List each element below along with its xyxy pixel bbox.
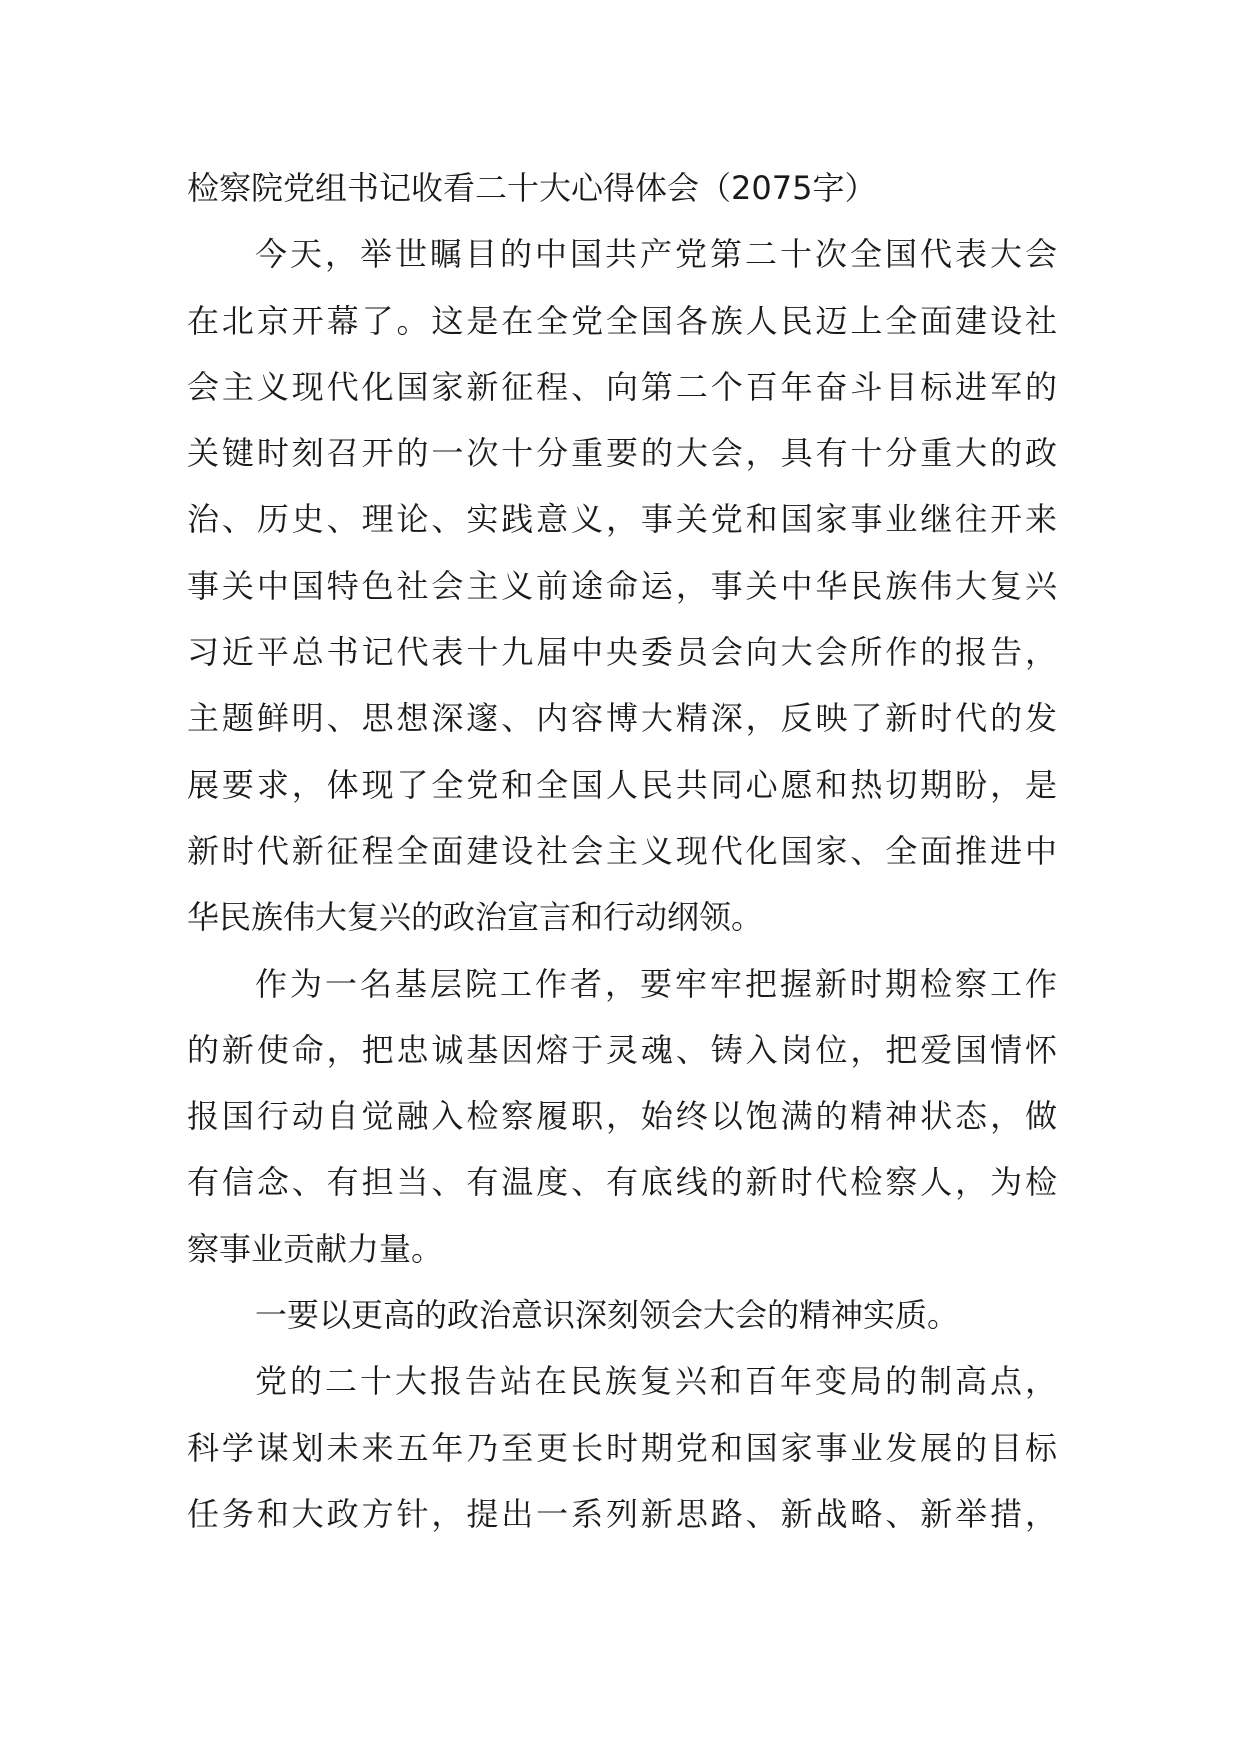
paragraph-line: 事关中国特色社会主义前途命运，事关中华民族伟大复兴 xyxy=(187,566,1057,605)
paragraph-line: 主题鲜明、思想深邃、内容博大精深，反映了新时代的发 xyxy=(187,699,1057,738)
document-title: 检察院党组书记收看二十大心得体会（2075字） xyxy=(187,169,877,207)
paragraph-line: 展要求，体现了全党和全国人民共同心愿和热切期盼，是 xyxy=(187,765,1057,804)
paragraph-line: 习近平总书记代表十九届中央委员会向大会所作的报告， xyxy=(187,633,1057,672)
paragraph-line: 治、历史、理论、实践意义，事关党和国家事业继往开来 xyxy=(187,500,1057,539)
paragraph-line: 的新使命，把忠诚基因熔于灵魂、铸入岗位，把爱国情怀 xyxy=(187,1030,1057,1069)
paragraph-line: 关键时刻召开的一次十分重要的大会，具有十分重大的政 xyxy=(187,434,1057,473)
paragraph-line: 察事业贡献力量。 xyxy=(187,1229,444,1268)
paragraph-line: 华民族伟大复兴的政治宣言和行动纲领。 xyxy=(187,898,764,937)
paragraph-line: 任务和大政方针，提出一系列新思路、新战略、新举措， xyxy=(187,1494,1057,1533)
section-heading: 一要以更高的政治意识深刻领会大会的精神实质。 xyxy=(255,1296,960,1335)
paragraph-line: 今天，举世瞩目的中国共产党第二十次全国代表大会 xyxy=(255,235,1057,274)
paragraph-line: 党的二十大报告站在民族复兴和百年变局的制高点， xyxy=(255,1362,1057,1401)
paragraph-line: 科学谋划未来五年乃至更长时期党和国家事业发展的目标 xyxy=(187,1428,1057,1467)
paragraph-line: 作为一名基层院工作者，要牢牢把握新时期检察工作 xyxy=(255,964,1057,1003)
paragraph-line: 有信念、有担当、有温度、有底线的新时代检察人，为检 xyxy=(187,1163,1057,1202)
paragraph-line: 新时代新征程全面建设社会主义现代化国家、全面推进中 xyxy=(187,831,1057,870)
document-body xyxy=(187,155,1057,1547)
paragraph-line: 会主义现代化国家新征程、向第二个百年奋斗目标进军的 xyxy=(187,367,1057,406)
paragraph-line: 报国行动自觉融入检察履职，始终以饱满的精神状态，做 xyxy=(187,1097,1057,1136)
paragraph-line: 在北京开幕了。这是在全党全国各族人民迈上全面建设社 xyxy=(187,301,1057,340)
